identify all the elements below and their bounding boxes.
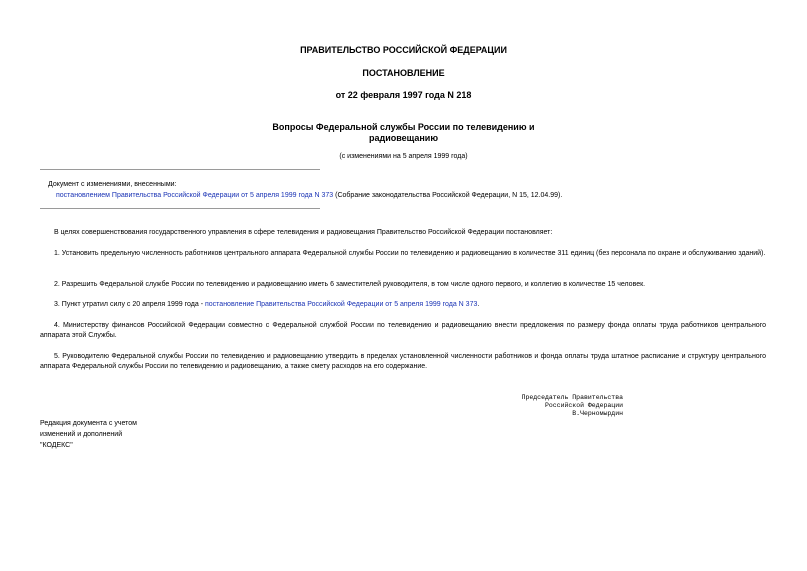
- paragraph-1-text: 1. Установить предельную численность работников центрального аппарата Федеральной службы России по телевидению и радиовещанию в количестве 311 единиц (без персонала по охране и обслуживанию зданий).: [54, 250, 766, 257]
- government-heading: ПРАВИТЕЛЬСТВО РОССИЙСКОЙ ФЕДЕРАЦИИ: [300, 45, 507, 55]
- preamble: [40, 228, 766, 238]
- amendment-source: (Собрание законодательства Российской Федерации, N 15, 12.04.99).: [333, 192, 563, 199]
- document-date-number: от 22 февраля 1997 года N 218: [335, 90, 472, 100]
- edition-note: [40, 418, 137, 451]
- signature-title: Председатель Правительства: [521, 394, 623, 401]
- paragraph-3-suffix: .: [477, 301, 480, 308]
- paragraph-3-text: [40, 300, 766, 310]
- divider-top: [40, 169, 320, 170]
- edition-line-2: изменений и дополнений: [40, 431, 123, 438]
- changes-reference: [56, 191, 796, 201]
- paragraph-2: [40, 280, 766, 290]
- document-type: ПОСТАНОВЛЕНИЕ: [362, 68, 445, 78]
- divider-bottom: [40, 208, 320, 209]
- amendment-link[interactable]: постановлением Правительства Российской Федерации от 5 апреля 1999 года N 373: [56, 192, 334, 199]
- paragraph-4: [40, 321, 766, 341]
- paragraph-3-prefix: 3. Пункт утратил силу с 20 апреля 1999 года -: [54, 301, 205, 308]
- preamble-text: В целях совершенствования государственного управления в сфере телевидения и радиовещания Правительство Российской Федерации постановляет:: [54, 229, 553, 236]
- title-line-1: Вопросы Федеральной службы России по телевидению и: [272, 122, 535, 132]
- amendments-note: (с изменениями на 5 апреля 1999 года): [339, 153, 468, 160]
- document-title: [0, 122, 807, 144]
- title-line-2: радиовещанию: [368, 133, 439, 143]
- edition-line-3: "КОДЕКС": [40, 442, 73, 449]
- signature-block: [440, 394, 623, 418]
- edition-line-1: Редакция документа с учетом: [40, 420, 137, 427]
- changes-intro: Документ с изменениями, внесенными:: [48, 181, 177, 188]
- repeal-link[interactable]: постановление Правительства Российской Федерации от 5 апреля 1999 года N 373: [204, 301, 478, 308]
- paragraph-5: [40, 352, 766, 372]
- paragraph-1: [40, 249, 766, 259]
- signature-subtitle: Российской Федерации: [544, 402, 623, 409]
- signature-name: В.Черномырдин: [572, 410, 623, 417]
- paragraph-5-text: 5. Руководителю Федеральной службы России по телевидению и радиовещанию утвердить в пределах установленной численности работников и фонда оплаты труда штатное расписание и структуру центрального аппарата Федеральной службы России по телевидению и радиовещанию, а также смету расходов на его содержание.: [40, 353, 766, 370]
- paragraph-3: [40, 300, 766, 310]
- paragraph-4-text: 4. Министерству финансов Российской Федерации совместно с Федеральной службой России по телевидению и радиовещанию внести предложения по размеру фонда оплаты труда работников центрального аппарата этой Службы.: [40, 322, 766, 339]
- paragraph-2-text: 2. Разрешить Федеральной службе России по телевидению и радиовещанию иметь 6 заместителей руководителя, в том числе одного первого, и коллегию в количестве 15 человек.: [54, 281, 646, 288]
